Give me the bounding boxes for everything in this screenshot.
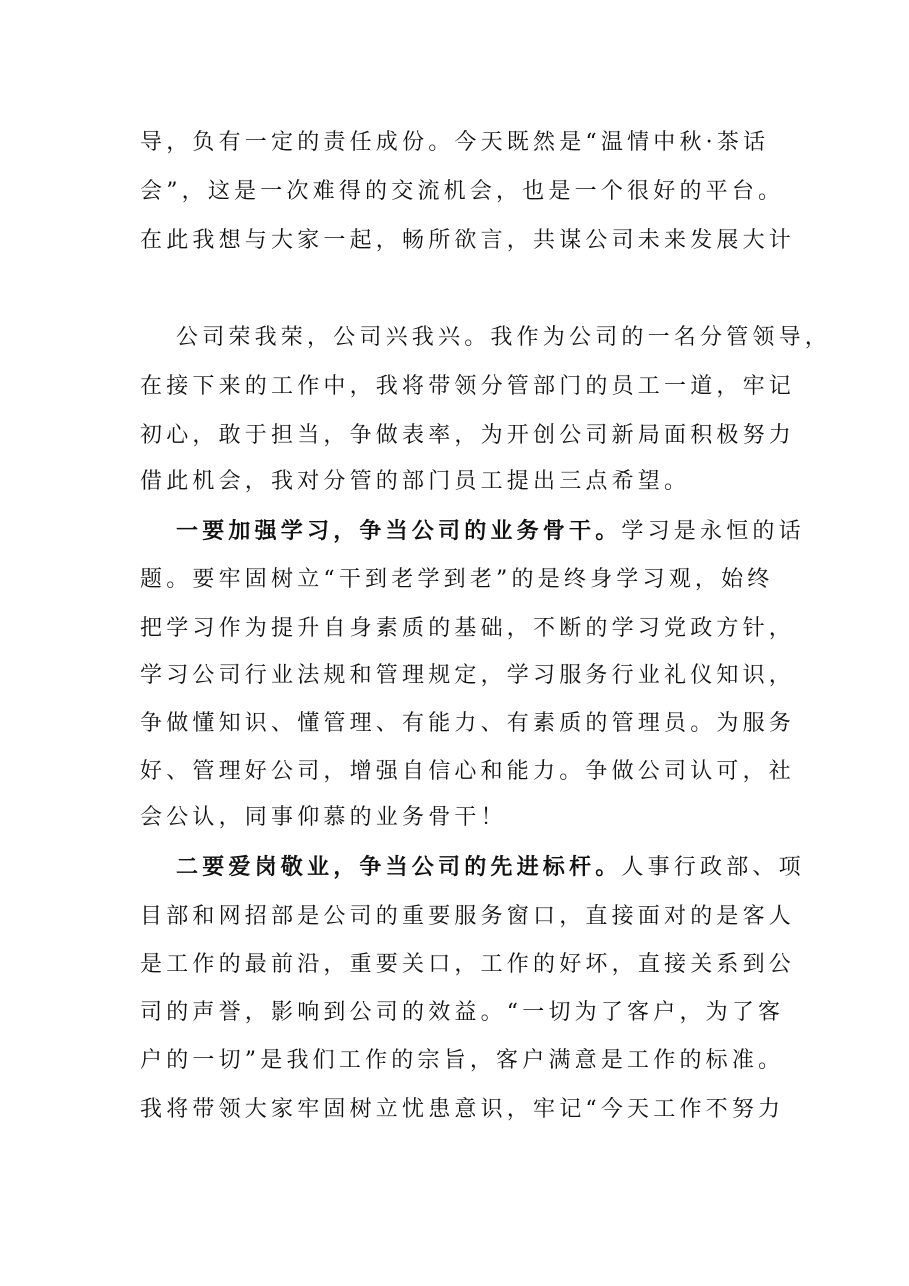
paragraph-line: 题。要牢固树立“干到老学到老”的是终身学习观，始终 — [140, 567, 774, 592]
paragraph-text: 学习是永恒的话 — [621, 519, 805, 544]
paragraph-line: 在此我想与大家一起，畅所欲言，共谋公司未来发展大计 — [140, 228, 796, 253]
paragraph-line: 公司荣我荣，公司兴我兴。我作为公司的一名分管领导， — [176, 325, 832, 350]
paragraph-line: 好、管理好公司，增强自信心和能力。争做公司认可，社 — [140, 759, 796, 784]
paragraph-line: 初心，敢于担当，争做表率，为开创公司新局面积极努力 — [140, 423, 796, 448]
paragraph-line: 把学习作为提升自身素质的基础，不断的学习党政方针， — [140, 616, 796, 641]
paragraph-line — [176, 852, 805, 883]
paragraph-line: 目部和网招部是公司的重要服务窗口，直接面对的是客人 — [140, 904, 796, 929]
paragraph-line: 导，负有一定的责任成份。今天既然是“温情中秋·茶话 — [140, 130, 770, 155]
section-heading: 一要加强学习，争当公司的业务骨干。 — [176, 518, 622, 544]
paragraph-line: 司的声誉，影响到公司的效益。“一切为了客户，为了客 — [140, 1000, 785, 1025]
paragraph-line: 借此机会，我对分管的部门员工提出三点希望。 — [140, 469, 691, 494]
paragraph-line: 户的一切”是我们工作的宗旨，客户满意是工作的标准。 — [140, 1048, 785, 1073]
paragraph-line: 争做懂知识、懂管理、有能力、有素质的管理员。为服务 — [140, 711, 796, 736]
paragraph-line: 在接下来的工作中，我将带领分管部门的员工一道，牢记 — [140, 374, 796, 399]
paragraph-text: 人事行政部、项 — [621, 855, 805, 880]
paragraph-line: 学习公司行业法规和管理规定，学习服务行业礼仪知识， — [140, 663, 796, 688]
paragraph-line: 会公认，同事仰慕的业务骨干！ — [140, 805, 507, 830]
paragraph-line: 我将带领大家牢固树立忧患意识，牢记“今天工作不努力 — [140, 1097, 785, 1122]
paragraph-line: 是工作的最前沿，重要关口，工作的好坏，直接关系到公 — [140, 952, 796, 977]
section-heading: 二要爱岗敬业，争当公司的先进标杆。 — [176, 854, 622, 880]
paragraph-line — [176, 516, 805, 547]
paragraph-line: 会”，这是一次难得的交流机会，也是一个很好的平台。 — [140, 179, 785, 204]
